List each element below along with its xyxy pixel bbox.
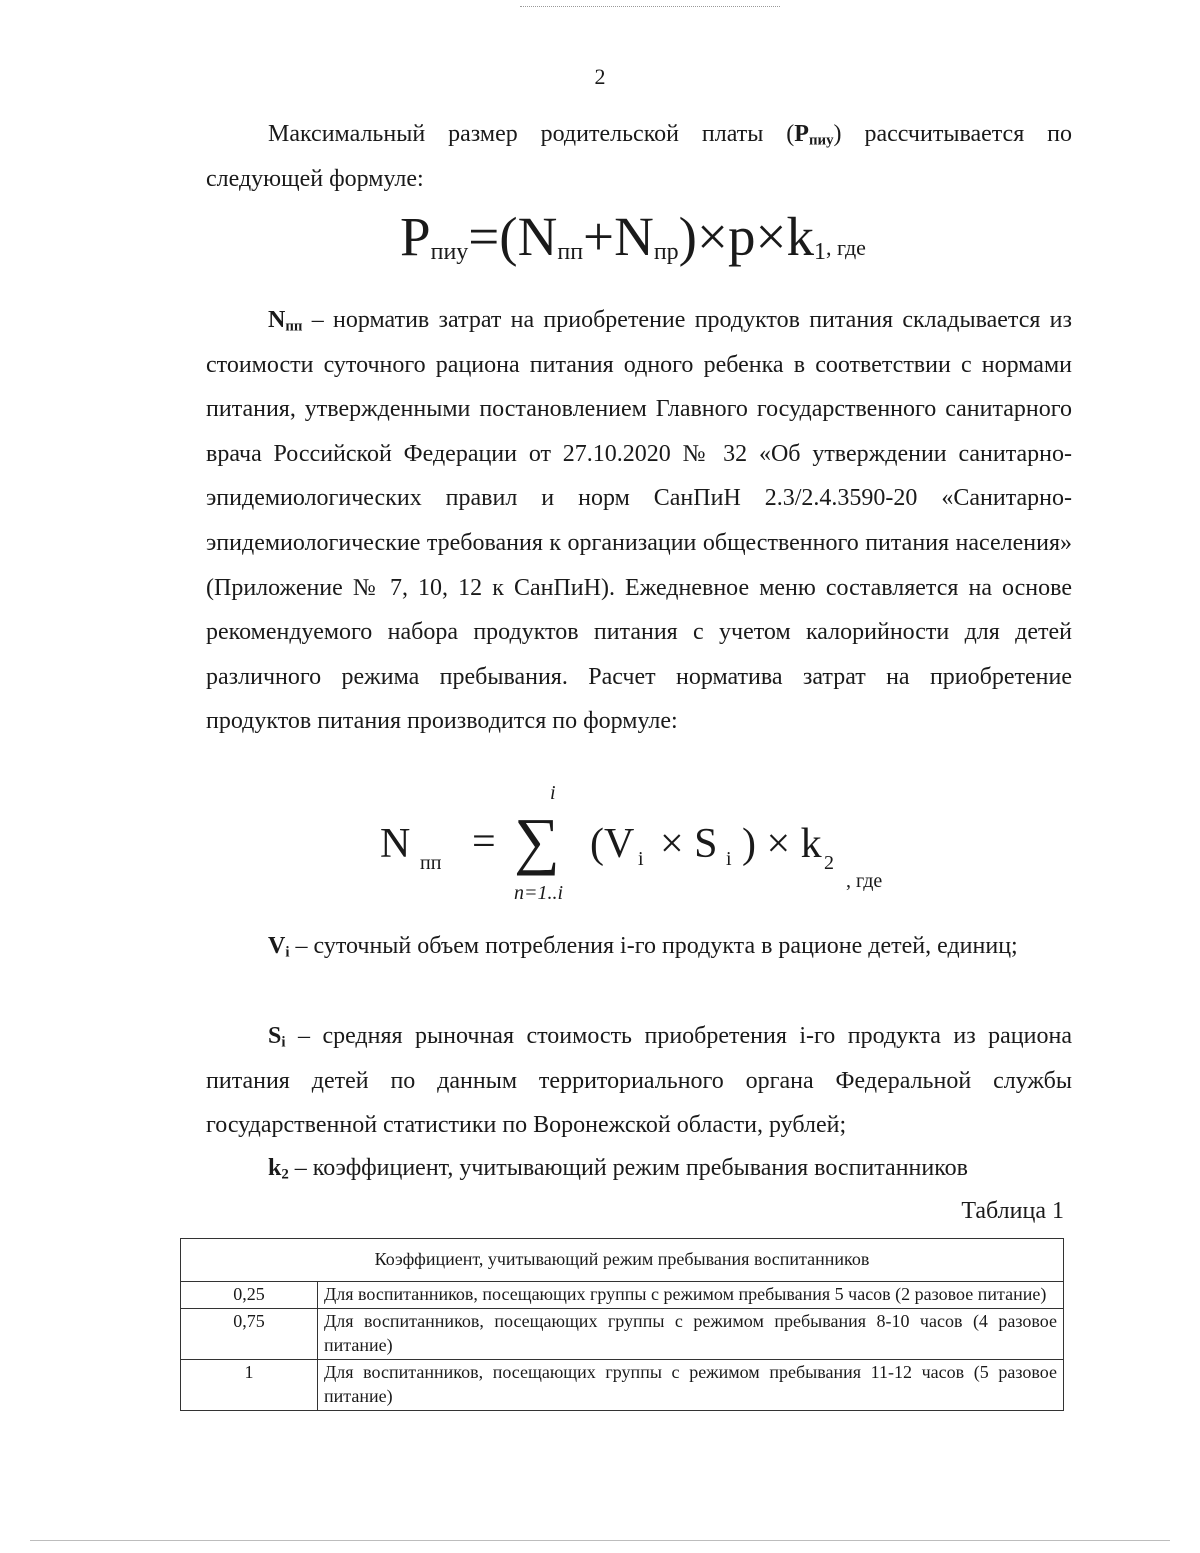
- table-row: [181, 1309, 1064, 1360]
- table-cell-value: 0,25: [181, 1282, 318, 1309]
- scan-artifact-bottom: [30, 1540, 1170, 1542]
- intro-paragraph: [206, 112, 1072, 201]
- table-header: Коэффициент, учитывающий режим пребывания воспитанников: [181, 1239, 1064, 1282]
- table-header-row: [181, 1239, 1064, 1282]
- intro-symbol: $Р_{пиу}$: [794, 121, 834, 149]
- vi-definition: [206, 924, 1072, 969]
- vi-symbol: $V_i$: [268, 933, 290, 961]
- npp-definition: [206, 298, 1072, 744]
- table-cell-description: Для воспитанников, посещающих группы с режимом пребывания 8-10 часов (4 разовое питание): [318, 1309, 1064, 1360]
- vi-definition-text: – суточный объем потребления i-го продукта в рационе детей, единиц;: [289, 933, 1018, 959]
- table-row: [181, 1360, 1064, 1411]
- formula-parental-fee: Рпиу=(Nпп+Nпр)×p×k1, где: [400, 206, 866, 267]
- table-cell-value: 1: [181, 1360, 318, 1411]
- table-cell-value: 0,75: [181, 1309, 318, 1360]
- table-cell-description: Для воспитанников, посещающих группы с режимом пребывания 5 часов (2 разовое питание): [318, 1282, 1064, 1309]
- scan-artifact-top: [520, 6, 780, 8]
- si-definition-text: – средняя рыночная стоимость приобретения i-го продукта из рациона питания детей по данным территориального органа Федеральной службы государственной статистики по Воронежской области, рублей;: [206, 1023, 1072, 1139]
- npp-definition-text: – норматив затрат на приобретение продуктов питания складывается из стоимости суточного рациона питания одного ребенка в соответствии с нормами питания, утвержденными постановлением Главного государственного санитарного врача Российской Федерации от 27.10.2020 № 32 «Об утверждении санитарно-эпидемиологических правил и норм СанПиН 2.3/2.4.3590-20 «Санитарно-эпидемиологические требования к организации общественного питания населения» (Приложение № 7, 10, 12 к СанПиН). Ежедневное меню составляется на основе рекомендуемого набора продуктов питания с учетом калорийности для детей различного режима пребывания. Расчет норматива затрат на приобретение продуктов питания производится по формуле:: [206, 307, 1072, 735]
- coefficient-table: [180, 1238, 1064, 1411]
- npp-symbol: $N_{пп}$: [268, 307, 303, 335]
- table-caption: Таблица 1: [961, 1198, 1064, 1224]
- si-definition: [206, 1014, 1072, 1148]
- intro-text-before: Максимальный размер родительской платы (: [268, 121, 795, 147]
- k2-definition: [206, 1146, 1072, 1191]
- si-symbol: $S_i$: [268, 1023, 286, 1051]
- intro-text-after: ) рассчитывается по следующей формуле:: [206, 121, 1073, 192]
- k2-symbol: $k_2$: [268, 1155, 289, 1183]
- formula-food-norm: N пп = ∑ i n=1..i (V i × S i ) × k 2 , где: [380, 782, 883, 904]
- k2-definition-text: – коэффициент, учитывающий режим пребывания воспитанников: [288, 1155, 968, 1181]
- table-cell-description: Для воспитанников, посещающих группы с режимом пребывания 11-12 часов (5 разовое питание): [318, 1360, 1064, 1411]
- page-number: 2: [594, 64, 606, 89]
- table-row: [181, 1282, 1064, 1309]
